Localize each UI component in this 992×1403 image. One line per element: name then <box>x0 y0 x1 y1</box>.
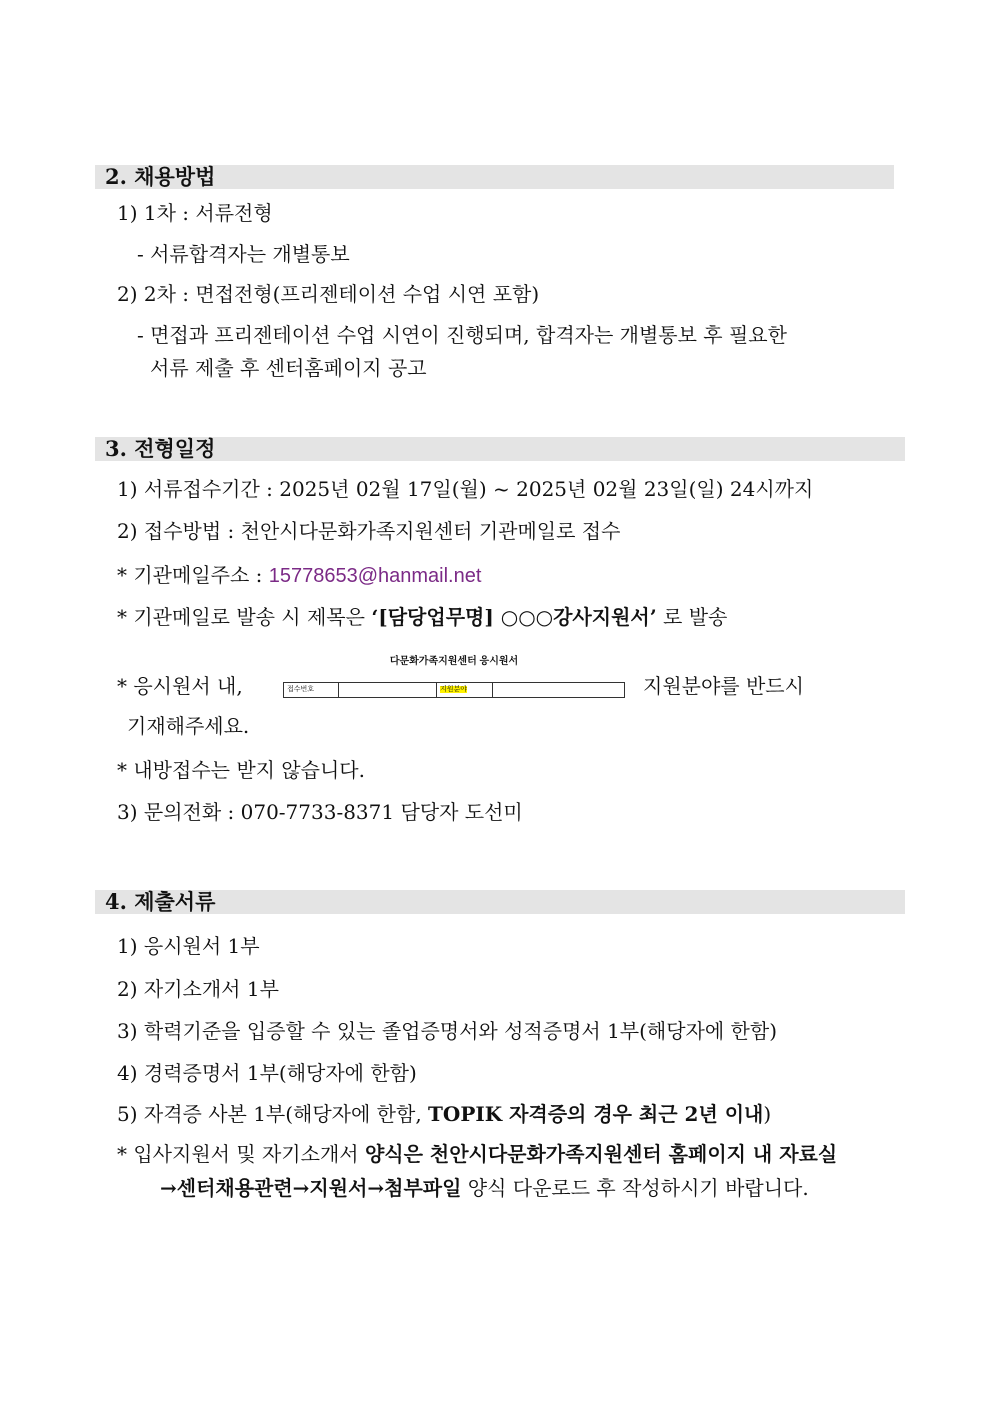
application-form-sample <box>283 652 625 700</box>
form-download-post: 양식 다운로드 후 작성하시기 바랍니다. <box>461 1176 809 1200</box>
second-stage-note: - 면접과 프리젠테이션 수업 시연이 진행되며, 합격자는 개별통보 후 필요한 <box>137 323 787 347</box>
first-stage-note: - 서류합격자는 개별통보 <box>137 242 350 266</box>
email-subject-line <box>117 604 727 630</box>
second-stage-line: 2) 2차 : 면접전형(프리젠테이션 수업 시연 포함) <box>117 282 540 306</box>
form-download-note-cont <box>160 1175 809 1201</box>
contact-phone: 3) 문의전화 : 070-7733-8371 담당자 도선미 <box>117 800 523 824</box>
form-download-path: →센터채용관련→지원서→첨부파일 <box>160 1176 462 1200</box>
document-item-1: 1) 응시원서 1부 <box>117 934 260 958</box>
section-heading-recruitment-method: 2. 채용방법 <box>95 165 894 189</box>
document-item-2: 2) 자기소개서 1부 <box>117 977 279 1001</box>
form-cell-receipt-number: 접수번호 <box>284 683 339 697</box>
form-download-pre: * 입사지원서 및 자기소개서 <box>117 1142 365 1166</box>
form-download-bold: 양식은 천안시다문화가족지원센터 홈페이지 내 자료실 <box>364 1142 838 1166</box>
email-subject-format: ‘[담당업무명] ○○○강사지원서’ <box>371 605 657 629</box>
document-item-3: 3) 학력기준을 입증할 수 있는 졸업증명서와 성적증명서 1부(해당자에 한함) <box>117 1019 777 1043</box>
form-cell-field-label: 지원분야 <box>440 686 468 693</box>
document-item-5-bold: TOPIK 자격증의 경우 최근 2년 이내 <box>428 1102 764 1126</box>
document-item-4: 4) 경력증명서 1부(해당자에 한함) <box>117 1061 417 1085</box>
application-method: 2) 접수방법 : 천안시다문화가족지원센터 기관메일로 접수 <box>117 519 621 543</box>
form-cell-blank-2 <box>493 683 624 697</box>
email-address-line <box>117 562 481 589</box>
form-sample-row <box>283 682 625 698</box>
application-period: 1) 서류접수기간 : 2025년 02월 17일(월) ~ 2025년 02월 23일(일) 24시까지 <box>117 477 814 501</box>
form-note-cont: 기재해주세요. <box>127 714 250 738</box>
form-download-note <box>117 1141 837 1167</box>
form-note-pre: * 응시원서 내, <box>117 674 243 698</box>
document-item-5 <box>117 1101 771 1127</box>
form-sample-title: 다문화가족지원센터 응시원서 <box>389 656 519 667</box>
section-heading-documents: 4. 제출서류 <box>95 890 905 914</box>
form-note-post: 지원분야를 반드시 <box>643 674 804 698</box>
form-cell-field <box>437 683 493 697</box>
email-link[interactable]: 15778653@hanmail.net <box>268 565 482 587</box>
email-subject-post: 로 발송 <box>656 605 728 629</box>
email-subject-pre: * 기관메일로 발송 시 제목은 <box>117 605 372 629</box>
first-stage-line: 1) 1차 : 서류전형 <box>117 201 273 225</box>
form-cell-blank-1 <box>339 683 437 697</box>
email-label: * 기관메일주소 : <box>117 563 269 587</box>
document-item-5-pre: 5) 자격증 사본 1부(해당자에 한함, <box>117 1102 429 1126</box>
second-stage-note-cont: 서류 제출 후 센터홈페이지 공고 <box>150 356 427 380</box>
section-heading-schedule: 3. 전형일정 <box>95 437 905 461</box>
document-item-5-post: ) <box>763 1102 772 1126</box>
no-visit-notice: * 내방접수는 받지 않습니다. <box>117 758 365 782</box>
